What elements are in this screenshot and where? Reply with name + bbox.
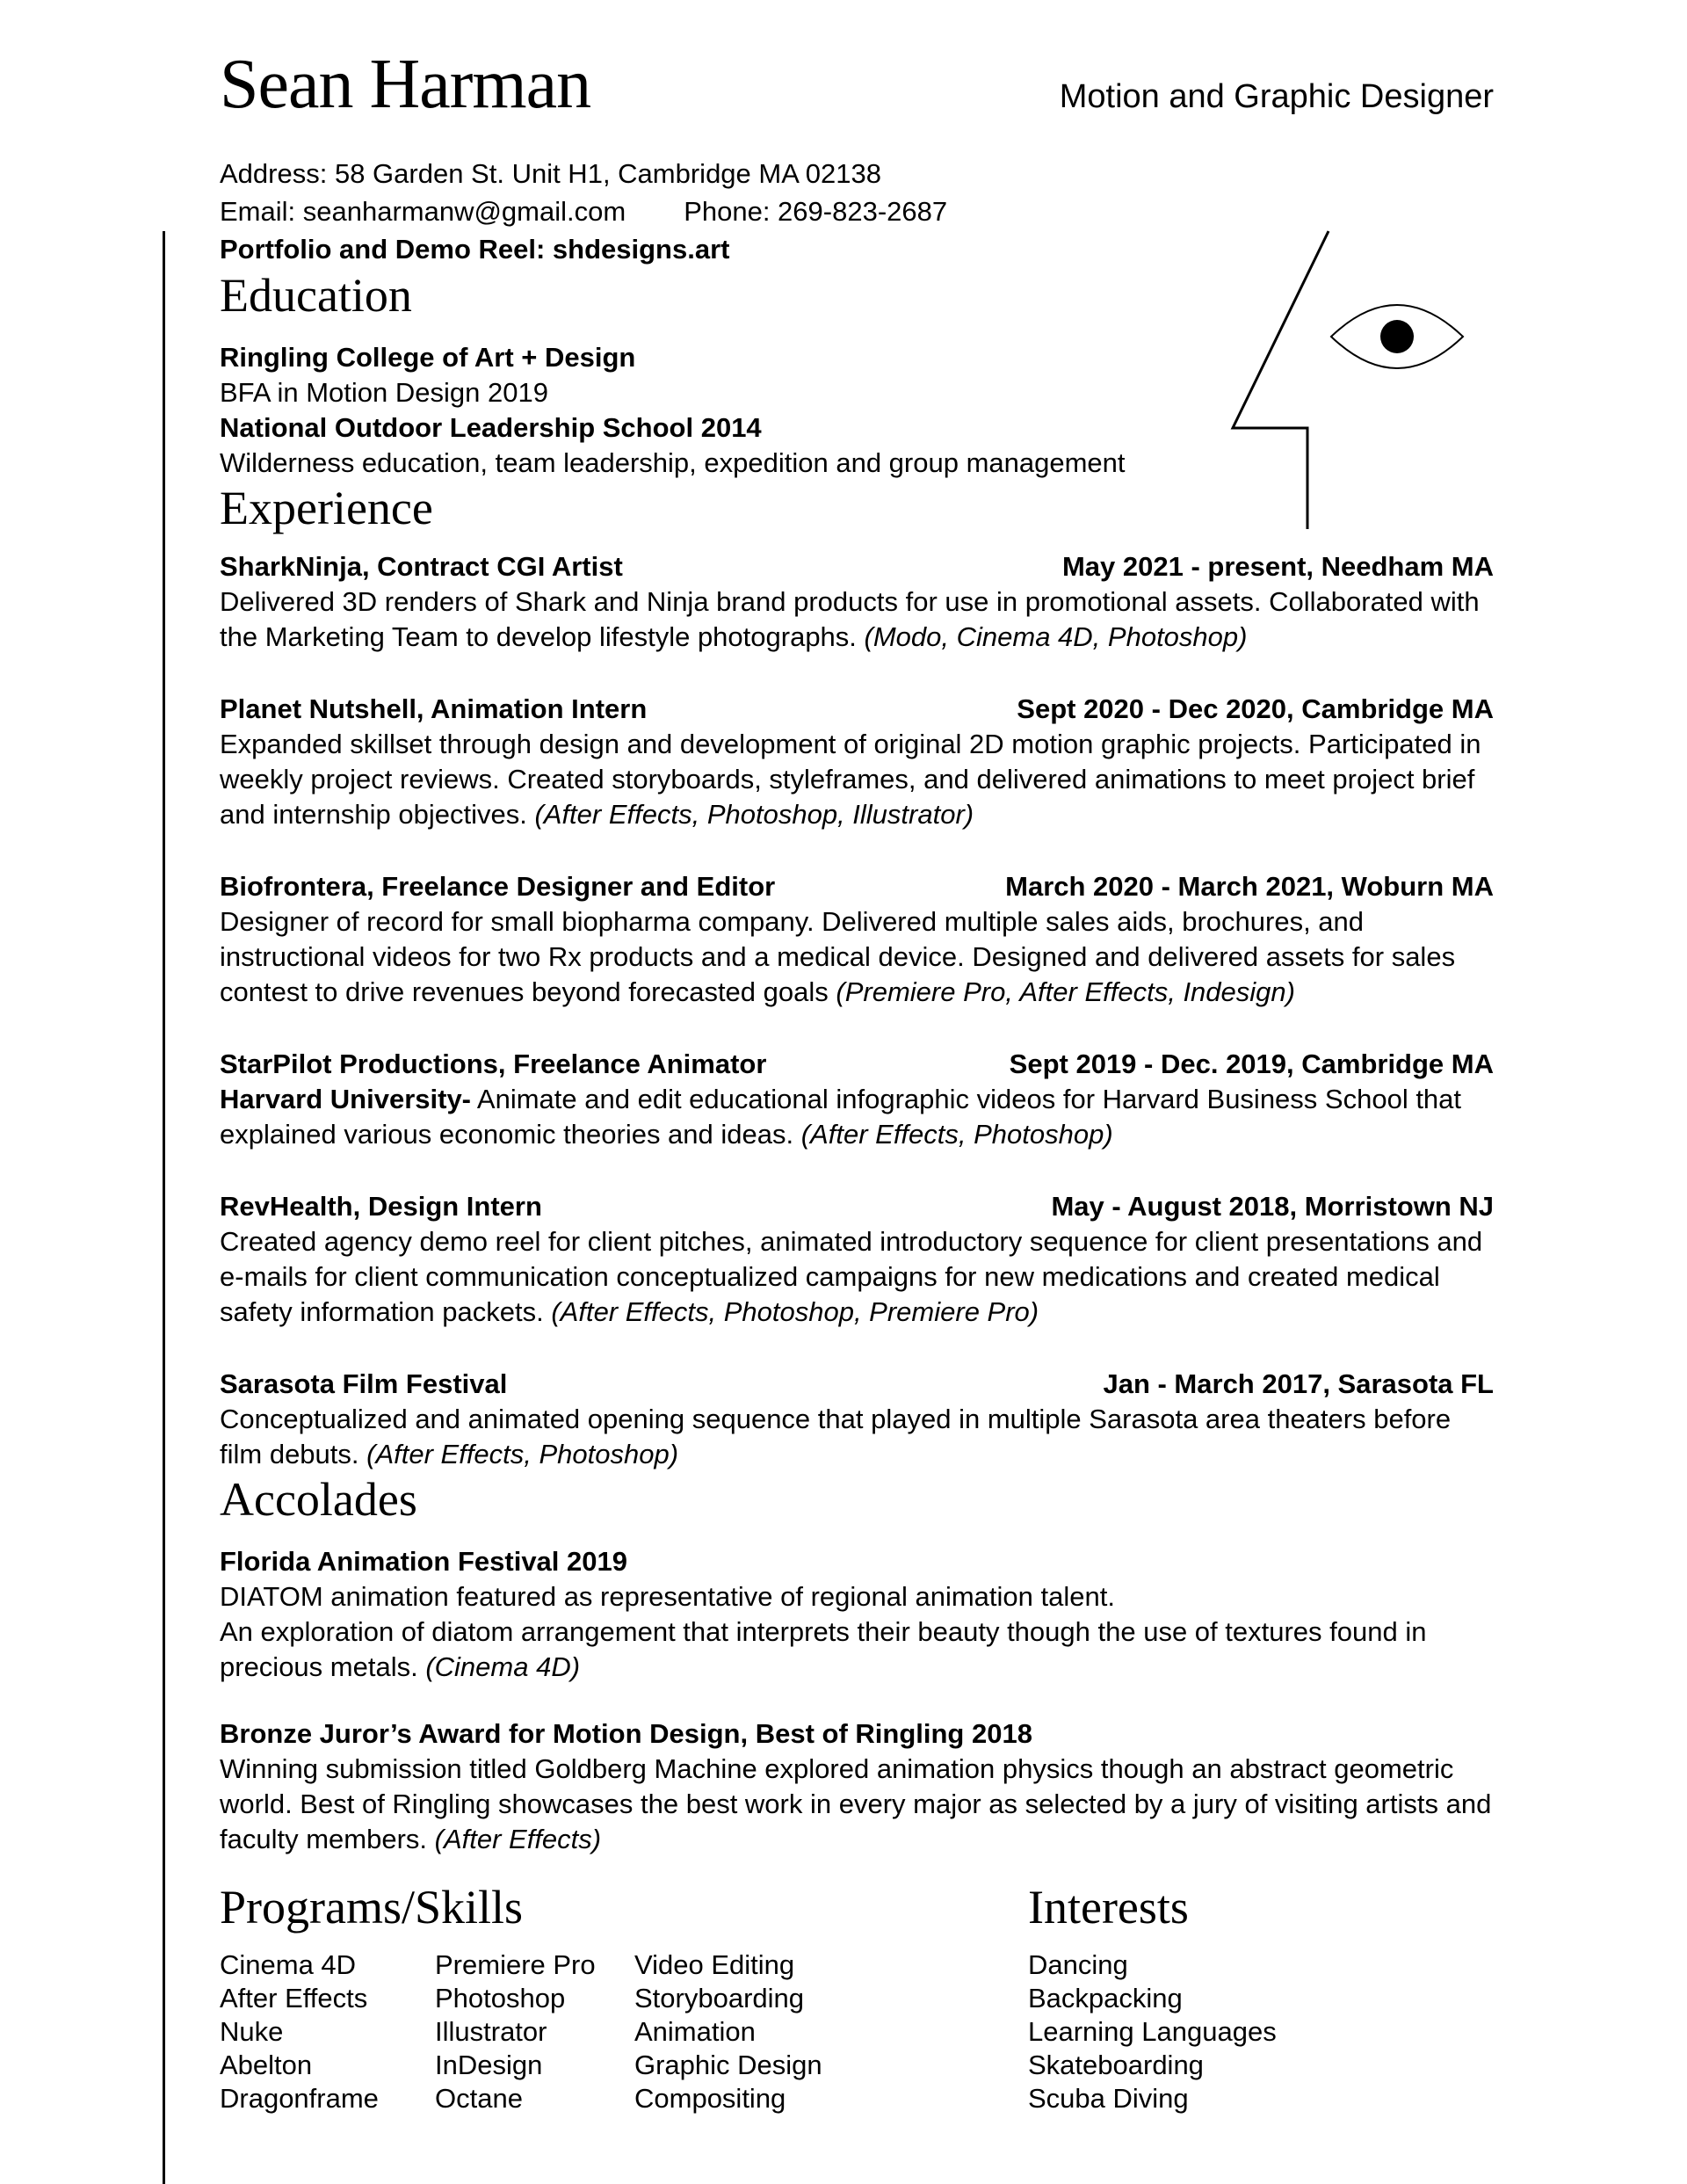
section-heading-interests: Interests <box>1028 1881 1189 1934</box>
job-lead: Harvard University- <box>220 1084 472 1114</box>
job-description-text: Expanded skillset through design and development of original 2D motion graphic projects. Participated in weekly project reviews. Created storyboards, styleframes, and delivered animations to meet project brief and internship objectives. <box>220 729 1481 830</box>
job-tools: (Premiere Pro, After Effects, Indesign) <box>836 976 1295 1007</box>
skills-interests-section <box>220 1880 1494 2115</box>
accolade-tools: (After Effects) <box>434 1824 602 1854</box>
job-tools: (After Effects, Photoshop) <box>366 1439 679 1469</box>
job-entry <box>220 692 1494 832</box>
header <box>220 46 1494 123</box>
education-item-detail: BFA in Motion Design 2019 <box>220 377 548 408</box>
job-entry <box>220 869 1494 1010</box>
section-heading-experience: Experience <box>220 482 433 534</box>
job-header <box>220 869 1494 904</box>
accolade-tools: (Cinema 4D) <box>425 1651 581 1682</box>
skill-item: Abelton <box>220 2050 313 2080</box>
interest-item: Dancing <box>1028 1949 1128 1980</box>
job-description <box>220 584 1494 655</box>
job-entry <box>220 1367 1494 1472</box>
skill-item: Illustrator <box>435 2016 547 2047</box>
education-item-title: National Outdoor Leadership School 2014 <box>220 412 762 443</box>
accolade-line: DIATOM animation featured as representative of regional animation talent. <box>220 1581 1115 1612</box>
job-dates: May 2021 - present, Needham MA <box>1061 551 1494 582</box>
job-description <box>220 904 1494 1010</box>
job-role: RevHealth, Design Intern <box>220 1191 542 1222</box>
job-header <box>220 1047 1494 1082</box>
job-role: Planet Nutshell, Animation Intern <box>220 693 648 724</box>
accolade-description-text: Winning submission titled Goldberg Machine explored animation physics though an abstract geometric world. Best of Ringling showcases the best work in every major as selected by a jury of visiting artists and faculty members. <box>220 1753 1492 1854</box>
interest-item: Scuba Diving <box>1028 2083 1189 2114</box>
job-description <box>220 1082 1494 1152</box>
interest-item: Learning Languages <box>1028 2016 1277 2047</box>
left-vertical-rule <box>163 231 165 2184</box>
job-dates: Sept 2019 - Dec. 2019, Cambridge MA <box>1009 1048 1494 1079</box>
accolade-description <box>220 1752 1494 1857</box>
job-description-text: Created agency demo reel for client pitches, animated introductory sequence for client presentations and e-mails for client communication conceptualized campaigns for new medications and created medical safety information packets. <box>220 1226 1483 1327</box>
phone-line: Phone: 269-823-2687 <box>684 196 948 227</box>
job-dates: March 2020 - March 2021, Woburn MA <box>1005 871 1494 902</box>
job-role: SharkNinja, Contract CGI Artist <box>220 551 623 582</box>
job-header <box>220 549 1494 584</box>
interest-item: Skateboarding <box>1028 2050 1204 2080</box>
skill-item: Photoshop <box>435 1983 566 2013</box>
job-tools: (After Effects, Photoshop, Premiere Pro) <box>551 1296 1039 1327</box>
education-item-detail: Wilderness education, team leadership, expedition and group management <box>220 447 1126 478</box>
job-dates: Sept 2020 - Dec 2020, Cambridge MA <box>1017 693 1494 724</box>
job-description-text: Conceptualized and animated opening sequence that played in multiple Sarasota area theaters before film debuts. <box>220 1404 1452 1469</box>
job-description <box>220 1402 1494 1472</box>
section-heading-skills: Programs/Skills <box>220 1881 524 1934</box>
email-phone-line <box>220 192 1494 230</box>
job-dates: Jan - March 2017, Sarasota FL <box>1103 1368 1494 1399</box>
accolade-title: Florida Animation Festival 2019 <box>220 1546 627 1577</box>
accolade-title: Bronze Juror’s Award for Motion Design, Best of Ringling 2018 <box>220 1718 1032 1749</box>
skill-item: Nuke <box>220 2016 284 2047</box>
job-role: Sarasota Film Festival <box>220 1368 508 1399</box>
job-tools: (Modo, Cinema 4D, Photoshop) <box>864 621 1248 652</box>
skill-item: Storyboarding <box>634 1983 805 2013</box>
skill-item: After Effects <box>220 1983 368 2013</box>
contact-block <box>220 155 1494 268</box>
skill-item: Compositing <box>634 2083 786 2114</box>
skill-item: Video Editing <box>634 1949 795 1980</box>
job-description-text: Animate and edit educational infographic videos for Harvard Business School that explained various economic theories and ideas. <box>220 1084 1462 1150</box>
job-tools: (After Effects, Photoshop) <box>800 1119 1113 1150</box>
skill-item: Cinema 4D <box>220 1949 357 1980</box>
job-description <box>220 1224 1494 1330</box>
job-entry <box>220 1189 1494 1330</box>
address-line: Address: 58 Garden St. Unit H1, Cambridge MA 02138 <box>220 158 882 189</box>
job-header <box>220 1367 1494 1402</box>
job-description <box>220 727 1494 832</box>
job-header <box>220 692 1494 727</box>
job-role: Biofrontera, Freelance Designer and Editor <box>220 871 776 902</box>
education-list <box>220 340 1494 481</box>
skill-item: Octane <box>435 2083 523 2114</box>
job-entry <box>220 1047 1494 1152</box>
education-item-title: Ringling College of Art + Design <box>220 342 636 373</box>
job-dates: May - August 2018, Morristown NJ <box>1051 1191 1494 1222</box>
email-line: Email: seanharmanw@gmail.com <box>220 196 626 227</box>
skill-item: InDesign <box>435 2050 543 2080</box>
job-tools: (After Effects, Photoshop, Illustrator) <box>534 799 974 830</box>
page-title: Sean Harman <box>220 46 591 123</box>
accolade-entry <box>220 1716 1494 1857</box>
interest-item: Backpacking <box>1028 1983 1183 2013</box>
skill-item: Graphic Design <box>634 2050 822 2080</box>
skill-item: Premiere Pro <box>435 1949 596 1980</box>
job-description-text: Designer of record for small biopharma company. Delivered multiple sales aids, brochures, and instructional videos for two Rx products and a medical device. Designed and delivered assets for sales contest to drive revenues beyond forecasted goals <box>220 906 1456 1007</box>
accolade-description <box>220 1614 1494 1685</box>
section-heading-education: Education <box>220 269 412 322</box>
role-title: Motion and Graphic Designer <box>1059 78 1494 115</box>
job-entry <box>220 549 1494 655</box>
skill-item: Animation <box>634 2016 756 2047</box>
skill-item: Dragonframe <box>220 2083 379 2114</box>
resume-content <box>220 0 1494 2115</box>
accolade-description-text: An exploration of diatom arrangement that interprets their beauty though the use of textures found in precious metals. <box>220 1616 1427 1682</box>
accolade-entry <box>220 1544 1494 1685</box>
portfolio-line: Portfolio and Demo Reel: shdesigns.art <box>220 234 730 265</box>
job-description-text: Delivered 3D renders of Shark and Ninja brand products for use in promotional assets. Collaborated with the Marketing Team to develop lifestyle photographs. <box>220 586 1480 652</box>
section-heading-accolades: Accolades <box>220 1473 417 1526</box>
job-role: StarPilot Productions, Freelance Animator <box>220 1048 767 1079</box>
job-header <box>220 1189 1494 1224</box>
